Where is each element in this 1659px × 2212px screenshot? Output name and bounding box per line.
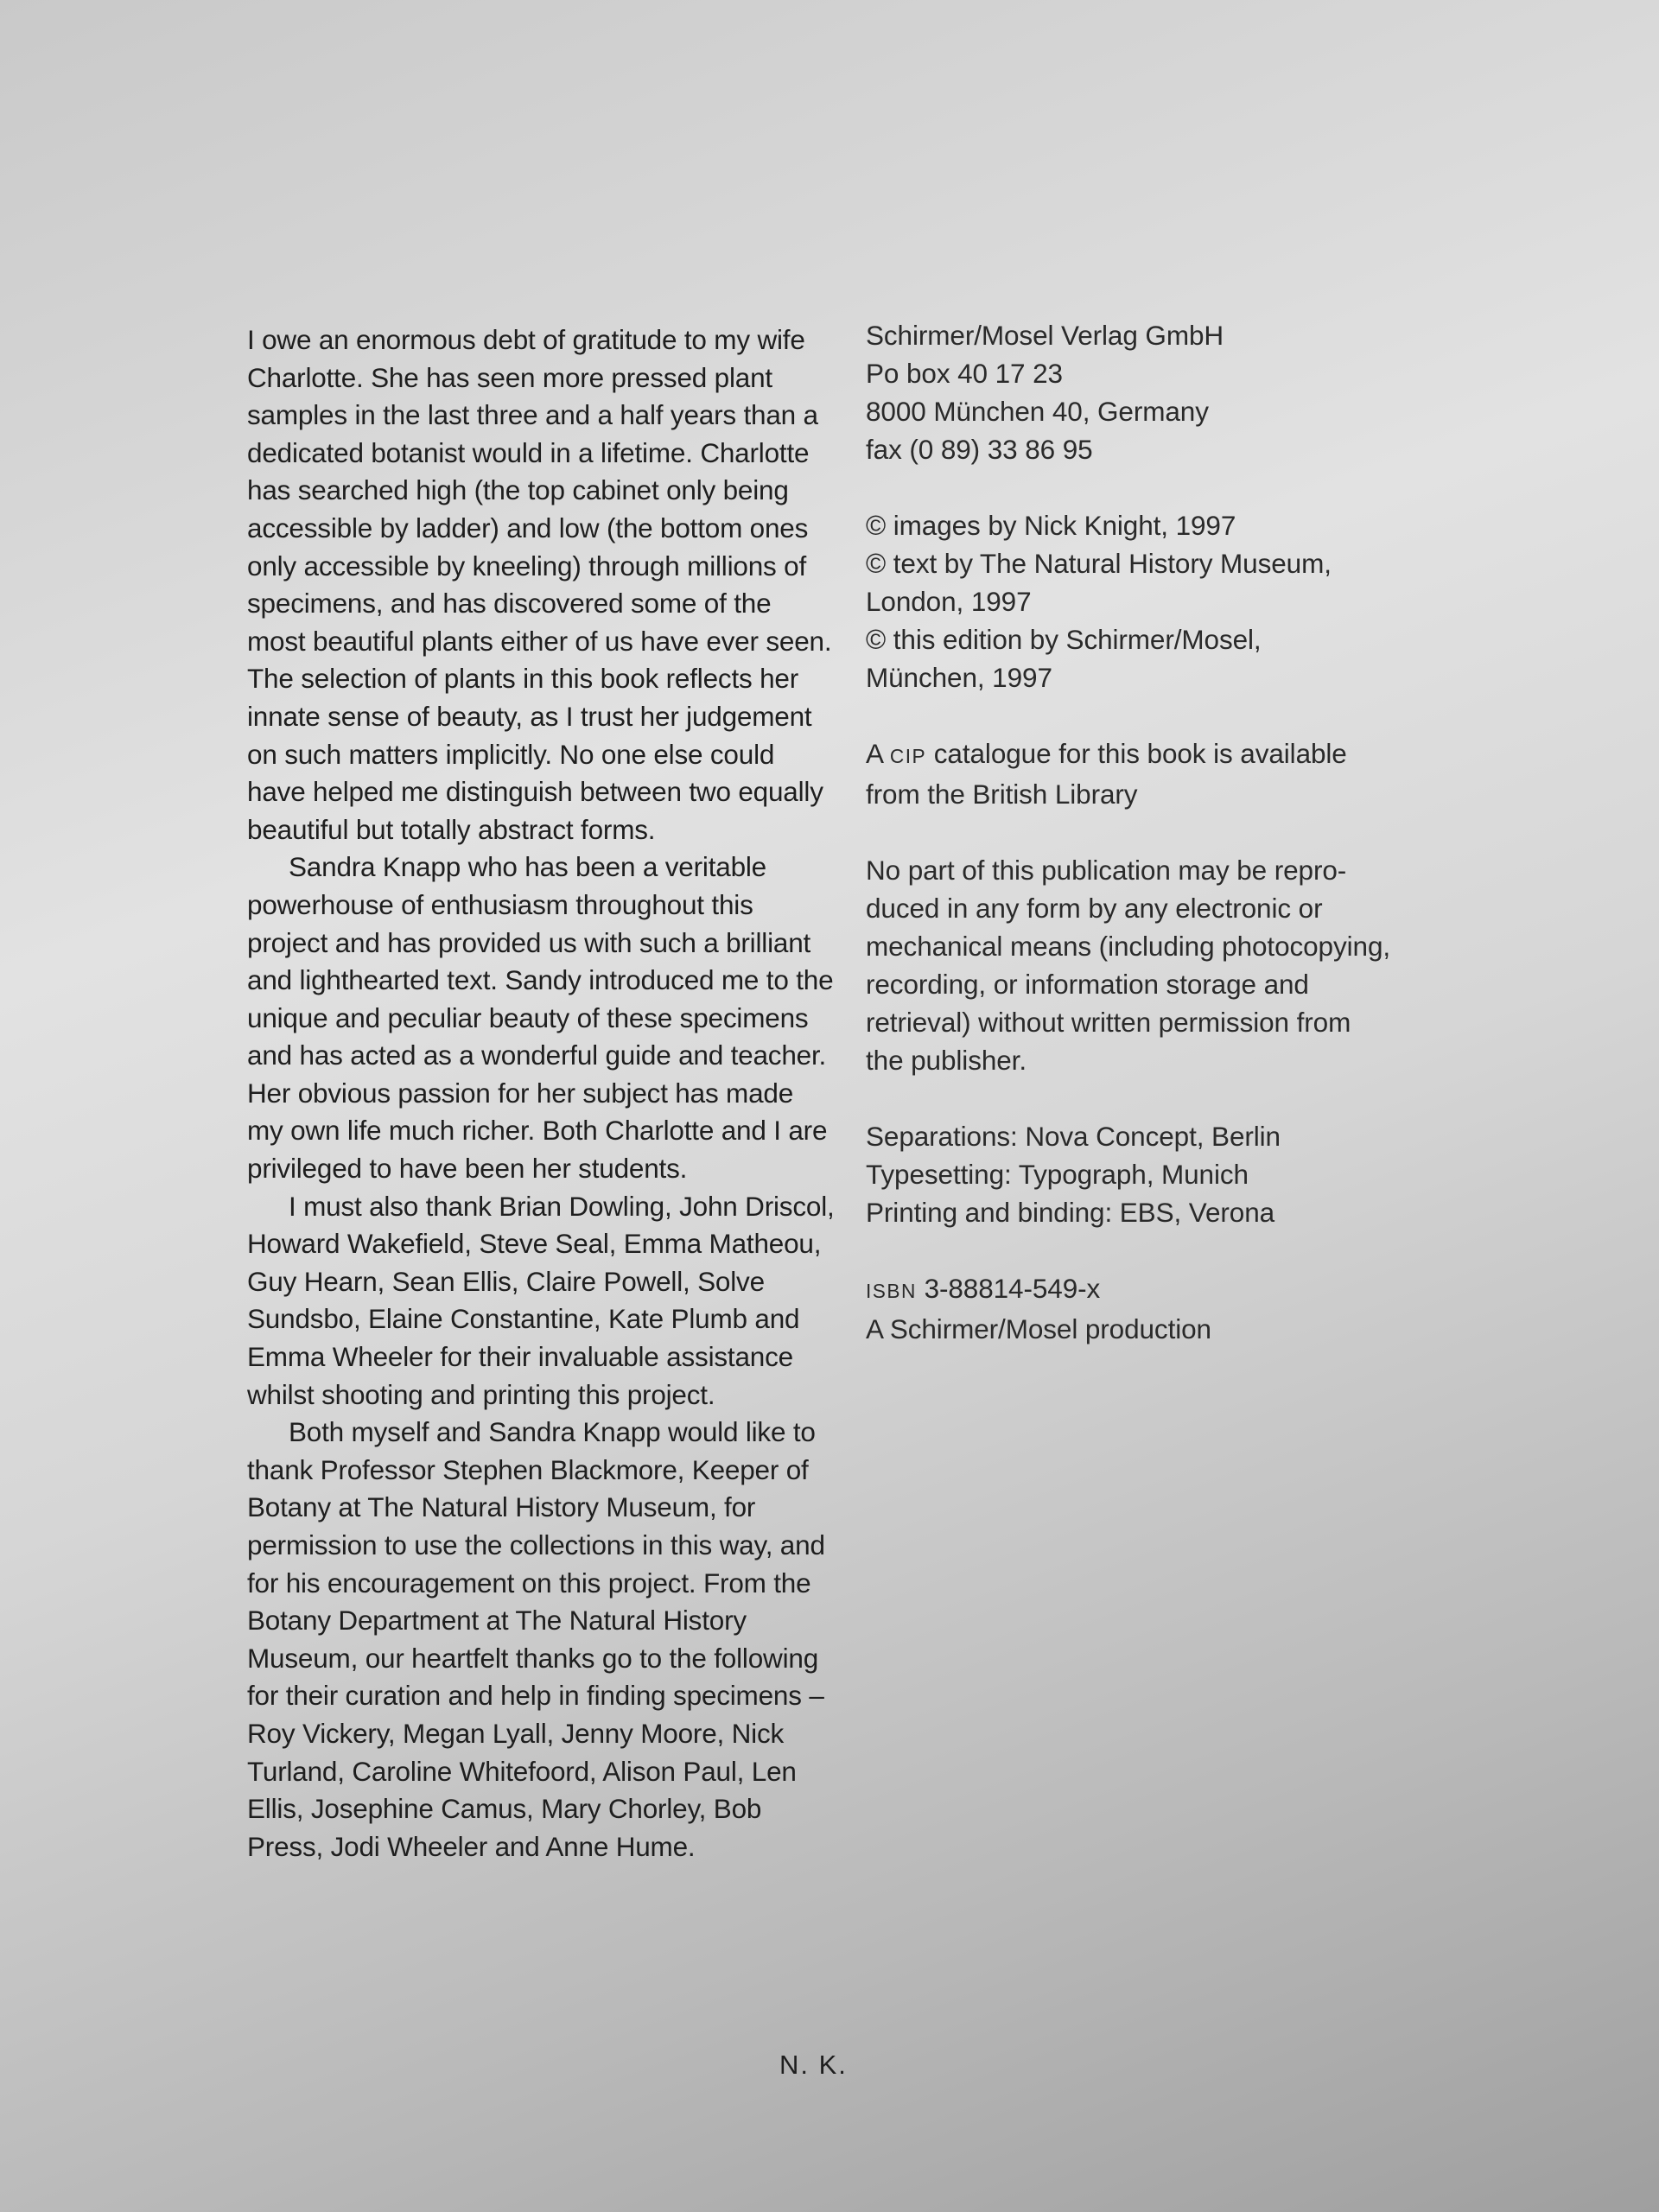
copyright-line: © this edition by Schirmer/Mosel, <box>866 624 1262 655</box>
imprint-column <box>866 316 1471 1386</box>
production-credits <box>866 1117 1471 1231</box>
author-initials: N. K. <box>779 2050 848 2080</box>
rights-notice <box>866 851 1471 1079</box>
acknowledgement-paragraph: Both myself and Sandra Knapp would like to thank Professor Stephen Blackmore, Keeper of Botany at The Natural History Museum, for permission to use the collections in this way, and for his encouragement on this project. From the Botany Department at The Natural History Museum, our heartfelt thanks go to the following for their curation and help in finding specimens – Roy Vickery, Megan Lyall, Jenny Moore, Nick Turland, Caroline Whitefoord, Alison Paul, Len Ellis, Josephine Camus, Mary Chorley, Bob Press, Jodi Wheeler and Anne Hume. <box>247 1416 825 1862</box>
copyright-notice <box>866 506 1471 696</box>
rights-line: duced in any form by any electronic or <box>866 893 1323 924</box>
credit-line: Typesetting: Typograph, Munich <box>866 1159 1249 1190</box>
rights-line: recording, or information storage and <box>866 969 1309 1000</box>
isbn-block <box>866 1269 1471 1348</box>
isbn-line <box>866 1269 1471 1310</box>
copyright-line: München, 1997 <box>866 662 1052 693</box>
acknowledgement-paragraph: I owe an enormous debt of gratitude to my wife Charlotte. She has seen more pressed plant samples in the last three and a half years than a dedicated botanist would in a lifetime. Charlotte has searched high (the top cabinet only being accessible by ladder) and low (the bottom ones only accessible by kneeling) through millions of specimens, and has discovered some of the most beautiful plants either of us have ever seen. The selection of plants in this book reflects her innate sense of beauty, as I trust her judgement on such matters implicitly. No one else could have helped me distinguish between two equally beautiful but totally abstract forms. <box>247 324 832 845</box>
credit-line: Printing and binding: EBS, Verona <box>866 1197 1275 1228</box>
isbn-label: ISBN <box>866 1280 917 1302</box>
publisher-fax: fax (0 89) 33 86 95 <box>866 434 1093 465</box>
copyright-line: © images by Nick Knight, 1997 <box>866 510 1236 541</box>
acknowledgement-paragraph: I must also thank Brian Dowling, John Driscol, Howard Wakefield, Steve Seal, Emma Matheou, Guy Hearn, Sean Ellis, Claire Powell, Solve Sundsbo, Elaine Constantine, Kate Plumb and Emma Wheeler for their invaluable assistance whilst shooting and printing this project. <box>247 1190 835 1410</box>
cip-prefix: A <box>866 738 890 769</box>
cip-line <box>866 734 1471 775</box>
rights-line: retrieval) without written permission from <box>866 1007 1351 1038</box>
rights-line: mechanical means (including photocopying, <box>866 931 1391 962</box>
copyright-line: London, 1997 <box>866 586 1032 617</box>
acknowledgement-paragraph: Sandra Knapp who has been a veritable powerhouse of enthusiasm throughout this project and has provided us with such a brilliant and lighthearted text. Sandy introduced me to the unique and peculiar beauty of these specimens and has acted as a wonderful guide and teacher. Her obvious passion for her subject has made my own life much richer. Both Charlotte and I are privileged to have been her students. <box>247 851 834 1185</box>
acknowledgements-column <box>247 321 835 1866</box>
isbn-number: 3-88814-549-x <box>916 1273 1101 1304</box>
publisher-city: 8000 München 40, Germany <box>866 396 1209 427</box>
publisher-address <box>866 316 1471 468</box>
production-line: A Schirmer/Mosel production <box>866 1313 1211 1344</box>
rights-line: No part of this publication may be repro- <box>866 855 1347 886</box>
cip-notice <box>866 734 1471 813</box>
copyright-line: © text by The Natural History Museum, <box>866 548 1332 579</box>
credit-line: Separations: Nova Concept, Berlin <box>866 1121 1281 1152</box>
publisher-pobox: Po box 40 17 23 <box>866 358 1063 389</box>
cip-abbrev: CIP <box>889 745 927 767</box>
rights-line: the publisher. <box>866 1045 1027 1076</box>
cip-line: from the British Library <box>866 779 1138 810</box>
publisher-name: Schirmer/Mosel Verlag GmbH <box>866 320 1224 351</box>
cip-line-rest: catalogue for this book is available <box>926 738 1347 769</box>
